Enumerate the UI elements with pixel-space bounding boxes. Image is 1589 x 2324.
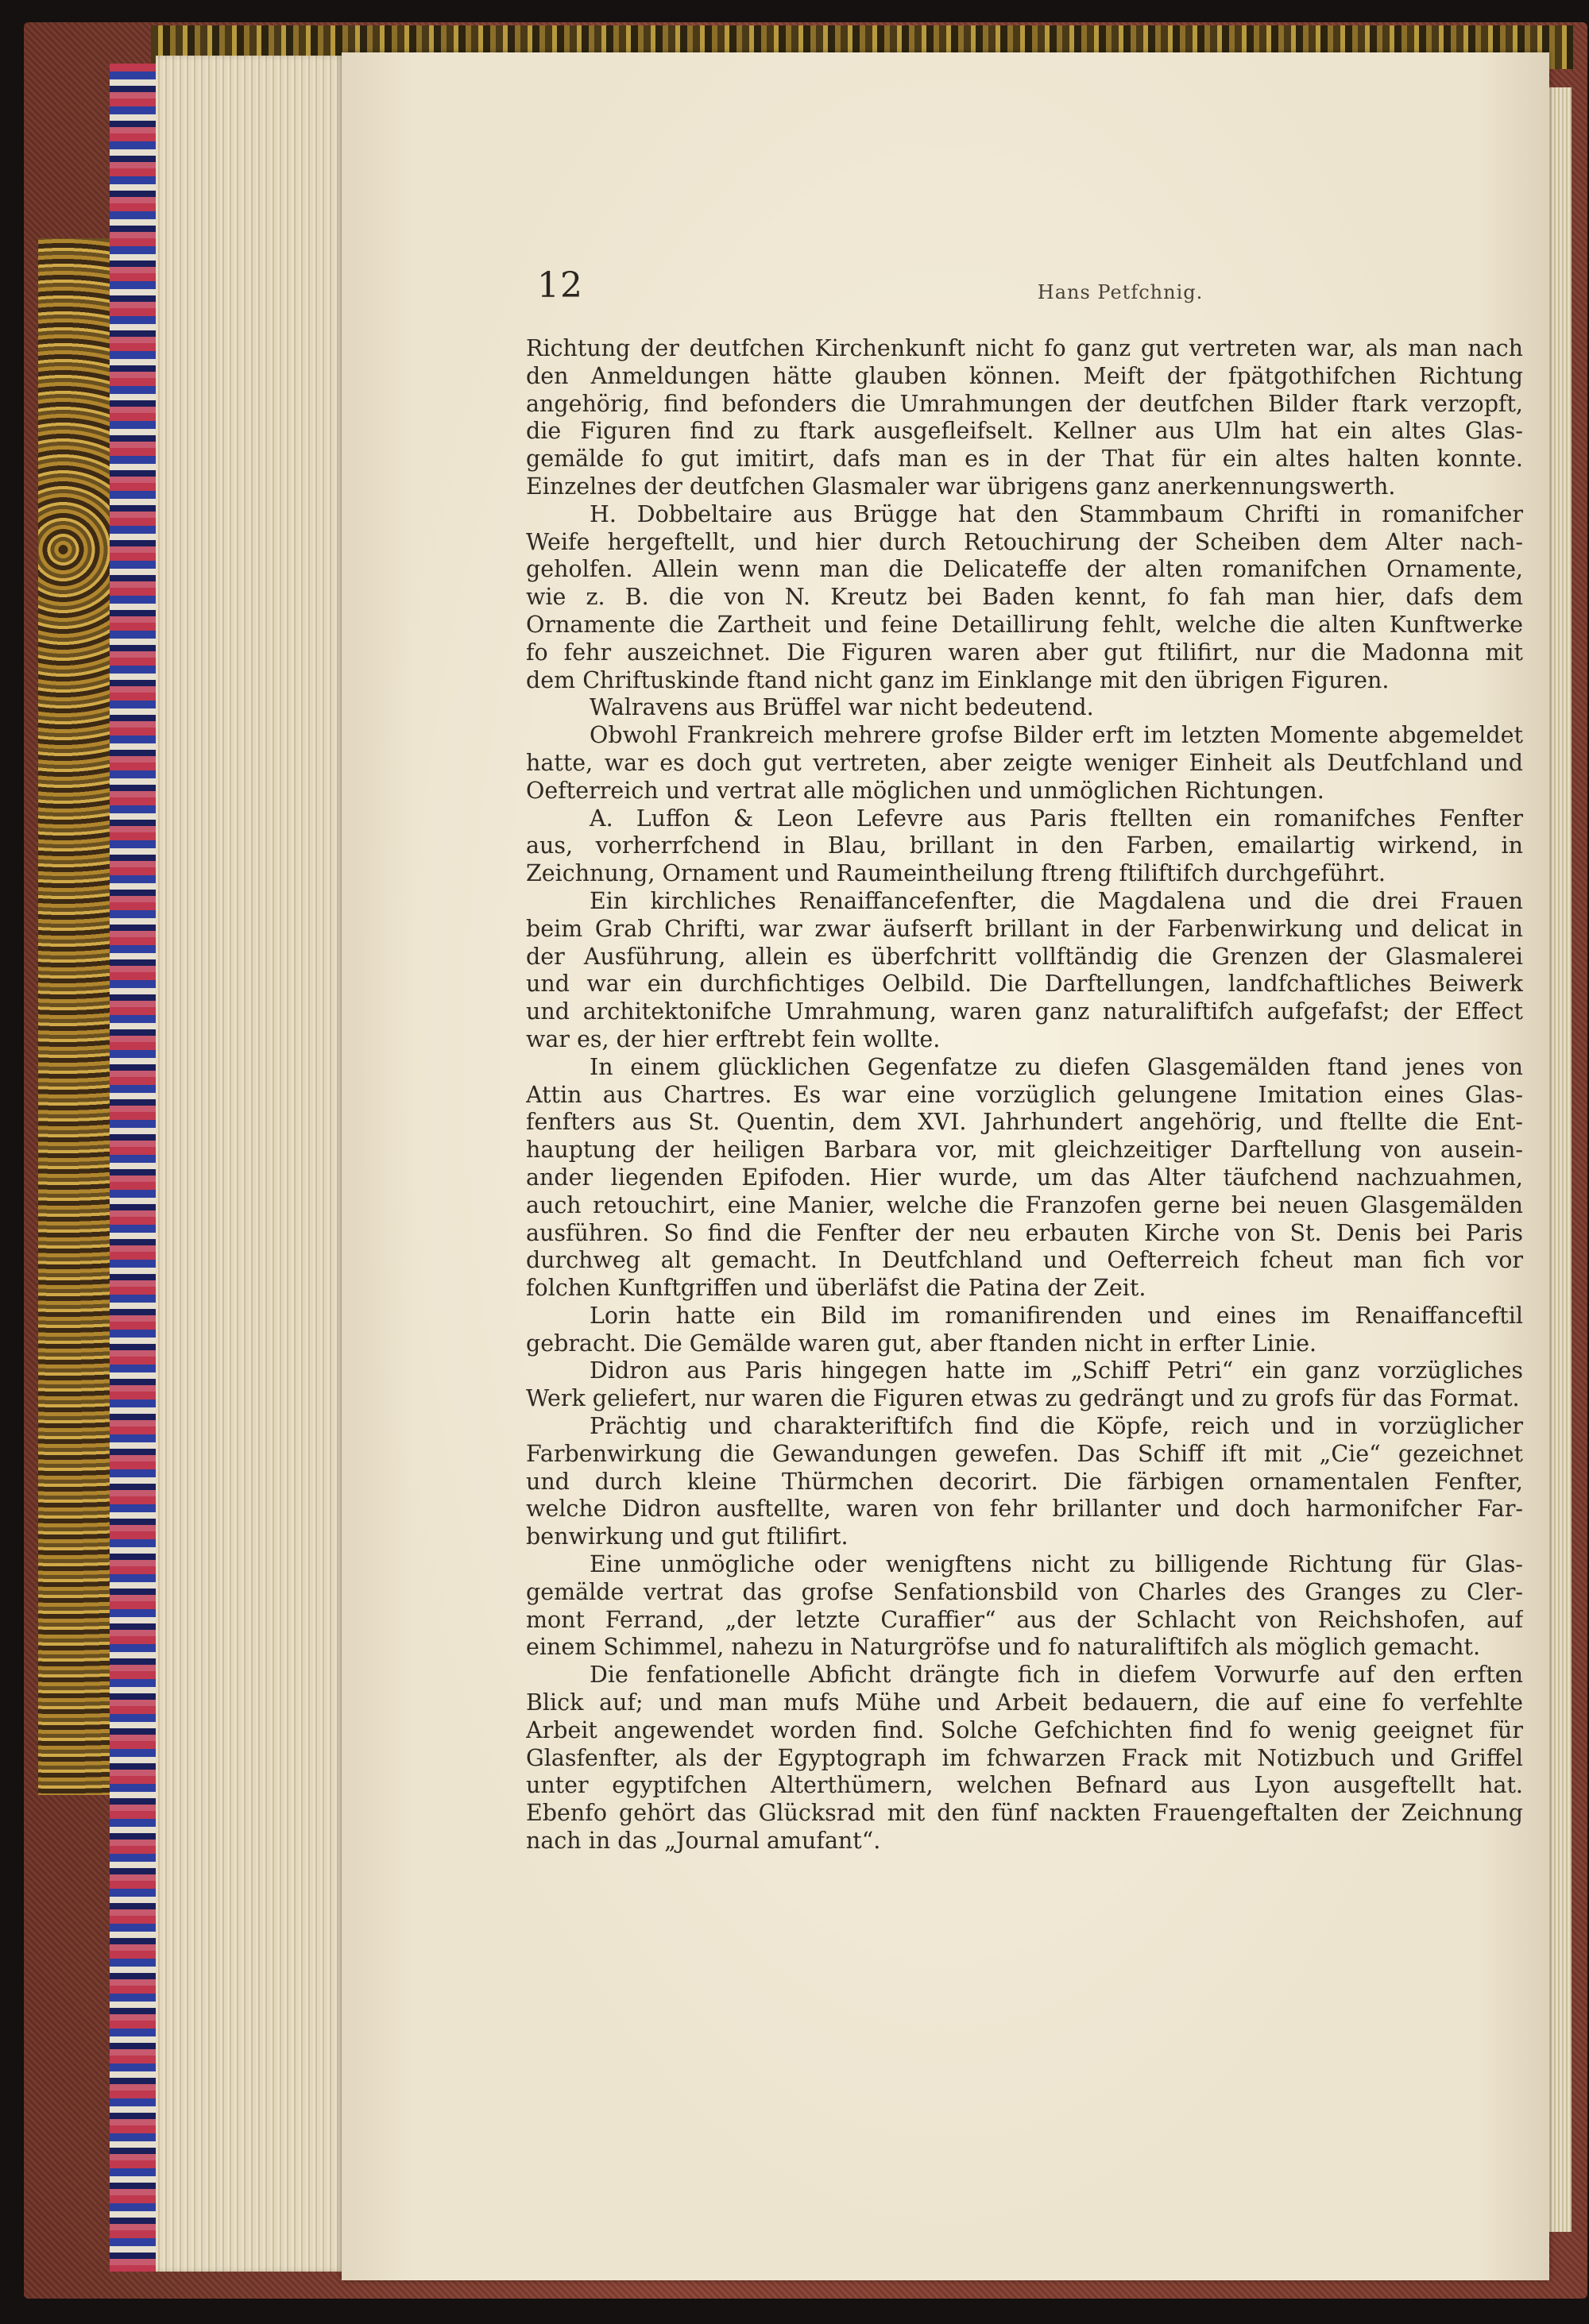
- text-line: durchweg alt gemacht. In Deutfchland und Oefterreich fcheut man fich vor: [526, 1247, 1523, 1274]
- paragraph: [526, 1551, 1523, 1662]
- page-number: 12: [537, 265, 583, 306]
- text-line: Werk geliefert, nur waren die Figuren etwas zu gedrängt und zu grofs für das Format.: [526, 1385, 1520, 1412]
- text-line: Lorin hatte ein Bild im romanifirenden und eines im Renaiffanceftil: [590, 1302, 1523, 1329]
- text-line: Prächtig und charakteriftifch find die Köpfe, reich und in vorzüglicher: [590, 1413, 1523, 1440]
- text-line: Obwohl Frankreich mehrere grofse Bilder erft im letzten Momente abgemeldet: [590, 722, 1523, 749]
- text-line: nach in das „Journal amufant“.: [526, 1828, 881, 1855]
- text-line: hauptung der heiligen Barbara vor, mit gleichzeitiger Darftellung von ausein-: [526, 1137, 1523, 1164]
- text-line: einem Schimmel, nahezu in Naturgröfse und fo naturaliftifch als möglich gemacht.: [526, 1634, 1481, 1661]
- text-line: Ebenfo gehört das Glücksrad mit den fünf nackten Frauengeftalten der Zeichnung: [526, 1800, 1523, 1827]
- paragraph: [526, 335, 1523, 501]
- text-line: gebracht. Die Gemälde waren gut, aber ftanden nicht in erfter Linie.: [526, 1330, 1317, 1357]
- text-line: benwirkung und gut ftilifirt.: [526, 1523, 849, 1550]
- text-line: Richtung der deutfchen Kirchenkunft nicht fo ganz gut vertreten war, als man nach: [526, 335, 1523, 361]
- text-line: Oefterreich und vertrat alle möglichen und unmöglichen Richtungen.: [526, 777, 1324, 804]
- text-line: fo fehr auszeichnet. Die Figuren waren aber gut ftilifirt, nur die Madonna mit: [526, 639, 1523, 666]
- paragraph: [526, 1413, 1523, 1551]
- text-line: hatte, war es doch gut vertreten, aber zeigte weniger Einheit als Deutfchland und: [526, 749, 1523, 776]
- text-line: Farbenwirkung die Gewandungen gewefen. Das Schiff ift mit „Cie“ gezeichnet: [526, 1440, 1523, 1467]
- text-line: Blick auf; und man mufs Mühe und Arbeit bedauern, die auf eine fo verfehlte: [526, 1689, 1523, 1716]
- text-line: Zeichnung, Ornament und Raumeintheilung ftreng ftiliftifch durchgeführt.: [526, 860, 1386, 887]
- text-line: In einem glücklichen Gegenfatze zu diefen Glasgemälden ftand jenes von: [590, 1053, 1523, 1080]
- text-line: Einzelnes der deutfchen Glasmaler war übrigens ganz anerkennungswerth.: [526, 473, 1396, 500]
- comb-marbled-edge: [110, 64, 157, 2272]
- text-line: angehörig, find befonders die Umrahmungen der deutfchen Bilder ftark verzopft,: [526, 390, 1523, 417]
- text-line: Eine unmögliche oder wenigftens nicht zu billigende Richtung für Glas-: [590, 1551, 1523, 1578]
- text-line: Ornamente die Zartheit und feine Detaillirung fehlt, welche die alten Kunftwerke: [526, 611, 1523, 638]
- text-line: wie z. B. die von N. Kreutz bei Baden kennt, fo fah man hier, dafs dem: [526, 584, 1523, 611]
- text-line: und durch kleine Thürmchen decorirt. Die färbigen ornamentalen Fenfter,: [526, 1468, 1523, 1495]
- text-line: gemälde vertrat das grofse Senfationsbild von Charles des Granges zu Cler-: [526, 1578, 1523, 1605]
- text-line: und architektonifche Umrahmung, waren ganz naturaliftifch aufgefafst; der Effect: [526, 998, 1523, 1025]
- text-line: aus, vorherrfchend in Blau, brillant in den Farben, emailartig wirkend, in: [526, 832, 1523, 859]
- paragraph: [526, 1054, 1523, 1303]
- paragraph: [526, 1662, 1523, 1855]
- text-line: fenfters aus St. Quentin, dem XVI. Jahrhundert angehörig, und ftellte die Ent-: [526, 1109, 1523, 1136]
- text-line: folchen Kunftgriffen und überläfst die Patina der Zeit.: [526, 1275, 1146, 1302]
- text-line: dem Chriftuskinde ftand nicht ganz im Einklange mit den übrigen Figuren.: [526, 666, 1390, 693]
- paragraph: [526, 694, 1523, 722]
- text-line: ander liegenden Epifoden. Hier wurde, um das Alter täufchend nachzuahmen,: [526, 1164, 1523, 1191]
- text-line: der Ausführung, allein es überfchritt vollftändig die Grenzen der Glasmalerei: [526, 943, 1523, 970]
- paragraph: [526, 1303, 1523, 1358]
- text-line: ausführen. So find die Fenfter der neu erbauten Kirche von St. Denis bei Paris: [526, 1219, 1523, 1246]
- text-line: Didron aus Paris hingegen hatte im „Schiff Petri“ ein ganz vorzügliches: [590, 1357, 1523, 1384]
- paragraph: [526, 888, 1523, 1054]
- paragraph: [526, 722, 1523, 805]
- text-line: A. Luffon & Leon Lefevre aus Paris ftellten ein romanifches Fenfter: [590, 805, 1523, 832]
- text-line: Die fenfationelle Abficht drängte fich in diefem Vorwurfe auf den erften: [590, 1662, 1523, 1689]
- text-line: Glasfenfter, als der Egyptograph im fchwarzen Frack mit Notizbuch und Griffel: [526, 1744, 1523, 1771]
- text-line: Attin aus Chartres. Es war eine vorzüglich gelungene Imitation eines Glas-: [526, 1081, 1523, 1108]
- text-line: beim Grab Chrifti, war zwar äufserft brillant in der Farbenwirkung und delicat in: [526, 915, 1523, 942]
- text-line: Ein kirchliches Renaiffancefenfter, die Magdalena und die drei Frauen: [590, 887, 1523, 914]
- text-line: die Figuren find zu ftark ausgefleifselt. Kellner aus Ulm hat ein altes Glas-: [526, 418, 1523, 445]
- text-line: und war ein durchfichtiges Oelbild. Die Darftellungen, landfchaftliches Beiwerk: [526, 971, 1523, 998]
- text-line: H. Dobbeltaire aus Brügge hat den Stammbaum Chrifti in romanifcher: [590, 500, 1523, 527]
- page-stack-edges-right: [1548, 87, 1572, 2232]
- text-line: unter egyptifchen Alterthümern, welchen Befnard aus Lyon ausgeftellt hat.: [526, 1772, 1523, 1799]
- book-page: [342, 52, 1549, 2280]
- page-stack-edges: [156, 56, 346, 2272]
- text-line: auch retouchirt, eine Manier, welche die Franzofen gerne bei neuen Glasgemälden: [526, 1191, 1523, 1218]
- text-line: mont Ferrand, „der letzte Curaffier“ aus der Schlacht von Reichshofen, auf: [526, 1606, 1523, 1633]
- text-line: Weife hergeftellt, und hier durch Retouchirung der Scheiben dem Alter nach-: [526, 528, 1523, 555]
- paragraph: [526, 501, 1523, 695]
- paragraph: [526, 1357, 1523, 1413]
- paragraph: [526, 805, 1523, 888]
- text-line: war es, der hier erftrebt fein wollte.: [526, 1025, 941, 1052]
- text-line: Arbeit angewendet worden find. Solche Gefchichten find fo wenig geeignet für: [526, 1716, 1523, 1743]
- text-line: Walravens aus Brüffel war nicht bedeutend.: [590, 694, 1094, 721]
- body-text: [526, 335, 1523, 1855]
- text-line: geholfen. Allein wenn man die Delicateffe der alten romanifchen Ornamente,: [526, 556, 1523, 583]
- running-head-author: Hans Petfchnig.: [1037, 281, 1204, 303]
- text-line: gemälde fo gut imitirt, dafs man es in der That für ein altes halten konnte.: [526, 446, 1523, 473]
- text-line: den Anmeldungen hätte glauben können. Meift der fpätgothifchen Richtung: [526, 362, 1523, 389]
- text-line: welche Didron ausftellte, waren von fehr brillanter und doch harmonifcher Far-: [526, 1496, 1523, 1523]
